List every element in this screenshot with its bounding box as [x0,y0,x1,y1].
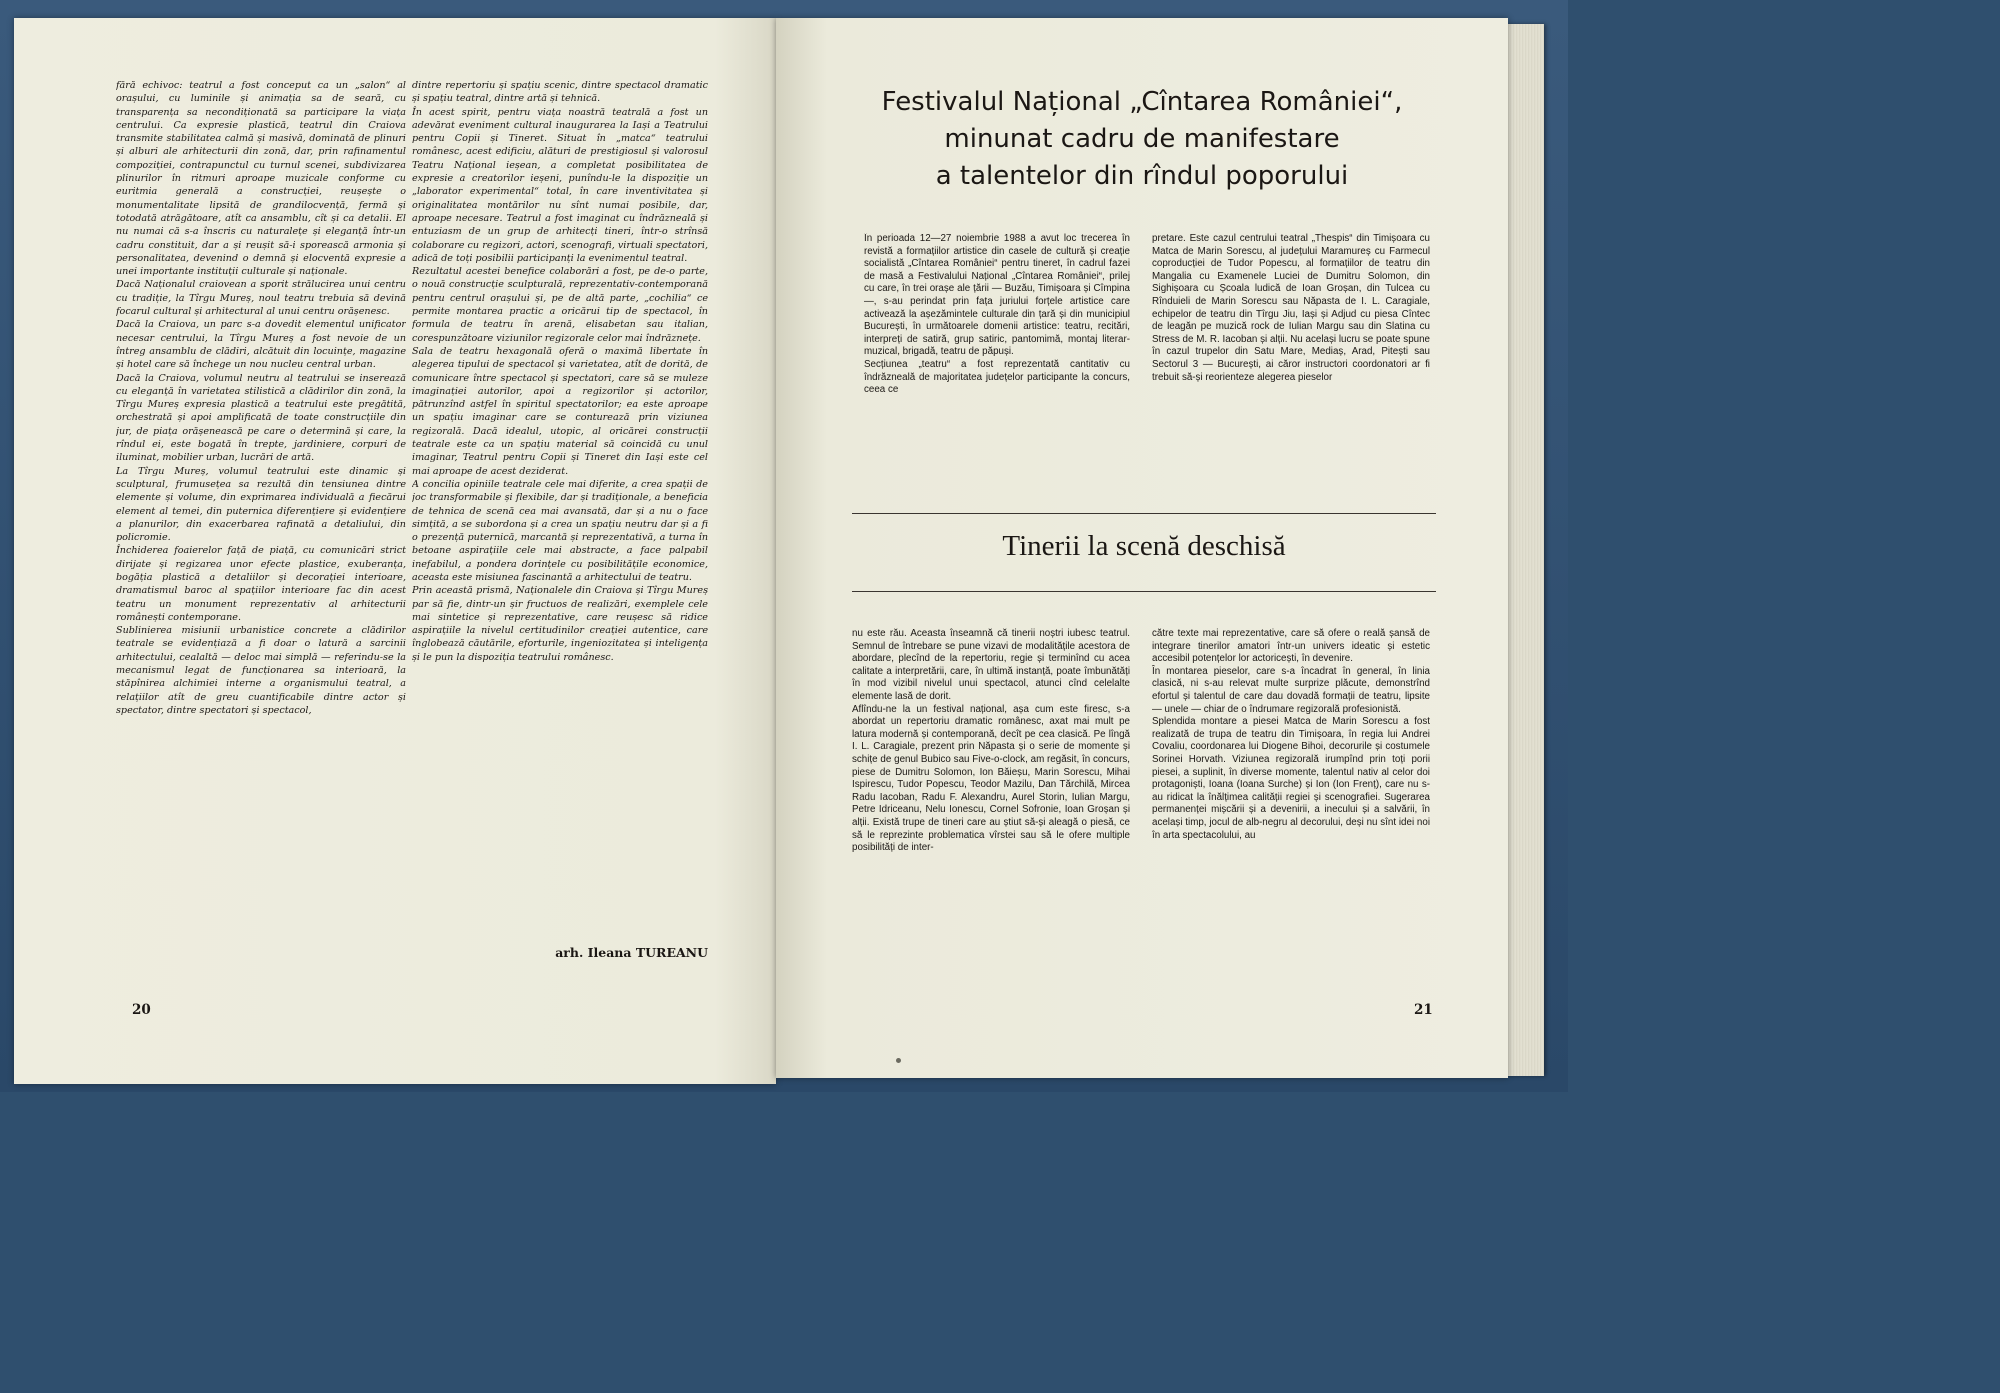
festival-article-column-1: În perioada 12—27 noiembrie 1988 a avut loc trecerea în revistă a formațiilor artistice din casele de cultură și creație socialistă „Cîntarea României“ pentru tineret, în cadrul fazei de masă a Festivalului Național „Cîntarea României“, prilej cu care, în trei orașe ale țării — Buzău, Timișoara și Cîmpina —, s-au perindat prin fața juriului forțele artistice care activează la așezămintele culturale din țară și din municipiul București, în următoarele domenii artistice: teatru, recitări, interpreți de satiră, grup satiric, pantomimă, montaj literar-muzical, brigadă, teatru de păpuși. Secțiunea „teatru“ a fost reprezentată cantitativ cu îndrăzneală de majoritatea județelor participante la concurs, ceea ce [864,233,1130,396]
article-author: arh. Ileana TUREANU [555,945,708,960]
festival-article-title: Festivalul Național „Cîntarea României“, minunat cadru de manifestare a talentelor din rîndul poporului [881,87,1403,191]
tineri-section-title: Tinerii la scenă deschisă [1002,530,1286,562]
page-number-right: 21 [1414,1002,1433,1018]
left-article-column-2: dintre repertoriu și spațiu scenic, dintre spectacol dramatic și spațiu teatral, dintre artă și tehnică. În acest spirit, pentru viața noastră teatrală a fost un adevărat eveniment cultural inaugurarea la Iași a Teatrului pentru Copii și Tineret. Situat în „matca“ teatrului românesc, acest edificiu, alături de prestigiosul și valorosul Teatru Național ieșean, a completat posibilitatea de expresie a creatorilor ieșeni, punîndu-le la dispoziție un „laborator experimental“ total, în care inventivitatea și originalitatea montărilor nu sînt numai posibile, dar, aproape necesare. Teatrul a fost imaginat cu îndrăzneală și entuziasm de un grup de arhitecți tineri, într-o strînsă colaborare cu regizori, actori, scenografi, virtuali spectatori, adică de toți posibilii participanți la evenimentul teatral. Rezultatul acestei benefice colaborări a fost, pe de-o parte, o nouă construcție sculpturală, reprezentativ-contemporană pentru centrul orașului și, pe de altă parte, „cochilia“ ce permite montarea practic a oricărui tip de spectacol, în formula de teatru în arenă, elisabetan sau italian, corespunzătoare viziunilor regizorale celor mai îndrăznețe. Sala de teatru hexagonală oferă o maximă libertate în alegerea tipului de spectacol și varietatea, atît de dorită, de comunicare între spectacol și spectatori, care să se muleze imaginației autorilor, apoi a regizorilor și actorilor, pătrunzînd astfel în spiritul spectatorilor; ea este aproape un spațiu imaginar care se conturează prin viziunea regizorală. Dacă idealul, utopic, al oricărei construcții teatrale este ca un spațiu material să coincidă cu unul imaginar, Teatrul pentru Copii și Tineret din Iași este cel mai aproape de acest deziderat. A concilia opiniile teatrale cele mai diferite, a crea spații de joc transformabile și flexibile, dar și tradiționale, a beneficia de tehnica de scenă cea mai avansată, dar și a nu o face simțită, a se subordona și a crea un spațiu neutru dar și a fi o prezență puternică, marcantă și reprezentativă, a turna în betoane aspirațiile cele mai abstracte, a face palpabil inefabilul, a pondera dorințele cu posibilitățile economice, aceasta este misiunea fascinantă a arhitectului de teatru. Prin această prismă, Naționalele din Craiova și Tîrgu Mureș par să fie, dintr-un șir fructuos de realizări, exemplele cele mai sintetice și reprezentative, care reușesc să ridice aspirațiile la nivelul certitudinilor creației autentice, care înglobează căutările, eforturile, ingeniozitatea și inteligența și le pun la dispoziția teatrului românesc. [412,80,708,663]
paper-speck [896,1058,901,1063]
page-number-left: 20 [132,1002,151,1018]
section-rule-bottom [852,591,1436,592]
tineri-article-column-2: către texte mai reprezentative, care să ofere o reală șansă de integrare tinerilor amatori într-un univers ideatic și estetic accesibil potențelor lor actoricești, în devenire. În montarea pieselor, care s-a încadrat în general, în linia clasică, ni s-au relevat multe surprize plăcute, demonstrînd efortul și talentul de care dau dovadă formații de teatru, lipsite — unele — chiar de o îndrumare regizorală profesionistă. Splendida montare a piesei Matca de Marin Sorescu a fost realizată de trupa de teatru din Timișoara, în regia lui Andrei Covaliu, coordonarea lui Diogene Bihoi, decorurile și costumele Sorinei Horvath. Viziunea regizorală irumpînd prin toți porii piesei, a suplinit, în diverse momente, talentul nativ al celor doi protagoniști, Ioana (Ioana Surche) și Ion (Ion Frenț), care nu s-au ridicat la înălțimea calității regiei și scenografiei. Sugerarea permanenței mișcării și a devenirii, a inecului și a salvării, în același timp, jocul de alb-negru al decorului, deși nu sînt idei noi în arta spectacolului, au [1152,628,1430,841]
page-edges [1506,24,1544,1076]
festival-article-column-2: pretare. Este cazul centrului teatral „Thespis“ din Timișoara cu Matca de Marin Sorescu, al județului Maramureș cu Farmecul coproducției de Tudor Popescu, al formațiilor de teatru din Mangalia cu Examenele Luciei de Dumitru Solomon, din Sighișoara cu Școala ludică de Ioan Groșan, din Tulcea cu Rînduieli de Marin Sorescu sau Năpasta de I. L. Caragiale, echipelor de teatru din Tîrgu Jiu, Iași și Adjud cu piesa Cîntec de leagăn pe muzică rock de Iulian Margu sau din Slatina cu Stress de M. R. Iacoban și alții. Nu același lucru se poate spune în cazul trupelor din Satu Mare, Mediaș, Arad, Pitești sau Sectorul 3 — București, ai căror instructori coordonatori ar fi trebuit să-și reorienteze alegerea pieselor [1152,233,1430,383]
tineri-article-column-1: nu este rău. Aceasta înseamnă că tinerii noștri iubesc teatrul. Semnul de întrebare se pune vizavi de modalitățile acestora de abordare, plecînd de la repertoriu, regie și terminînd cu acea calitate a interpretării, care, în ultimă instanță, poate îmbunătăți în mod vizibil nivelul unui spectacol, atunci cînd celelalte elemente lasă de dorit. Aflîndu-ne la un festival național, așa cum este firesc, s-a abordat un repertoriu dramatic românesc, axat mai mult pe latura modernă și contemporană, decît pe cea clasică. Pe lîngă I. L. Caragiale, prezent prin Năpasta și o serie de momente și schițe de genul Bubico sau Five-o-clock, am regăsit, în concurs, piese de Dumitru Solomon, Ion Băieșu, Marin Sorescu, Mihai Ispirescu, Tudor Popescu, Teodor Mazilu, Dan Tărchilă, Mircea Radu Iacoban, Radu F. Alexandru, Aurel Storin, Iulian Margu, Petre Idriceanu, Nelu Ionescu, Cornel Sofronie, Ioan Groșan și alții. Există trupe de tineri care au știut să-și aleagă o piesă, ce să le reprezinte problematica vîrstei sau să le ofere multiple posibilități de inter- [852,628,1130,854]
section-rule-top [852,513,1436,514]
left-article-column-1: fără echivoc: teatrul a fost conceput ca un „salon“ al orașului, cu luminile și animația sa de seară, cu transparența sa necondiționată sa participare la viața centrului. Ca expresie plastică, teatrul din Craiova transmite stabilitatea calmă și masivă, dominată de plinuri și alburi ale arhitecturii din zonă, dar, prin rafinamentul compoziției, contrapunctul cu turnul scenei, subdivizarea plinurilor în ritmuri aproape muzicale conforme cu euritmia generală a construcției, reușește o monumentalitate lipsită de grandilocvență, fermă și totodată atrăgătoare, atît ca ansamblu, cît și ca detalii. El nu numai că s-a înscris cu naturalețe și eleganță într-un cadru constituit, dar a și reușit să-i sporească armonia și personalitatea, devenind o demnă și elocventă expresie a unei importante instituții culturale și naționale. Dacă Naționalul craiovean a sporit strălucirea unui centru cu tradiție, la Tîrgu Mureș, noul teatru trebuia să devină focarul cultural și arhitectural al unui centru orășenesc. Dacă la Craiova, un parc s-a dovedit elementul unificator necesar centrului, la Tîrgu Mureș a fost nevoie de un întreg ansamblu de clădiri, alcătuit din locuințe, magazine și hotel care să închege un nou nucleu central urban. Dacă la Craiova, volumul neutru al teatrului se inserează cu eleganță în varietatea stilistică a clădirilor din zonă, la Tîrgu Mureș expresia plastică a teatrului este pregătită, orchestrată și apoi amplificată de toate construcțiile din jur, de piața orășenească pe care o determină și care, la rîndul ei, este bogată în trepte, jardiniere, corpuri de iluminat, mobilier urban, lucrări de artă. La Tîrgu Mureș, volumul teatrului este dinamic și sculptural, frumusețea sa rezultă din tensiunea dintre elemente și volume, din exprimarea individuală a fiecărui element al temei, din puternica diferențiere și evidențiere a planurilor, din exacerbarea rafinată a detaliului, din policromie. Închiderea foaierelor față de piață, cu comunicări strict dirijate și regizarea unor efecte plastice, exuberanța, bogăția plastică a detaliilor și decorației interioare, dramatismul baroc al spațiilor interioare fac din acest teatru un monument reprezentativ al arhitecturii românești contemporane. Sublinierea misiunii urbanistice concrete a clădirilor teatrale se evidențiază a fi doar o latură a sarcinii arhitectului, cealaltă — deloc mai simplă — referindu-se la mecanismul legat de funcționarea sa interioară, la stăpînirea alchimiei interne a organismului teatral, a relațiilor atît de greu cuantificabile dintre actor și spectator, dintre spectatori și spectacol, [116,80,406,716]
